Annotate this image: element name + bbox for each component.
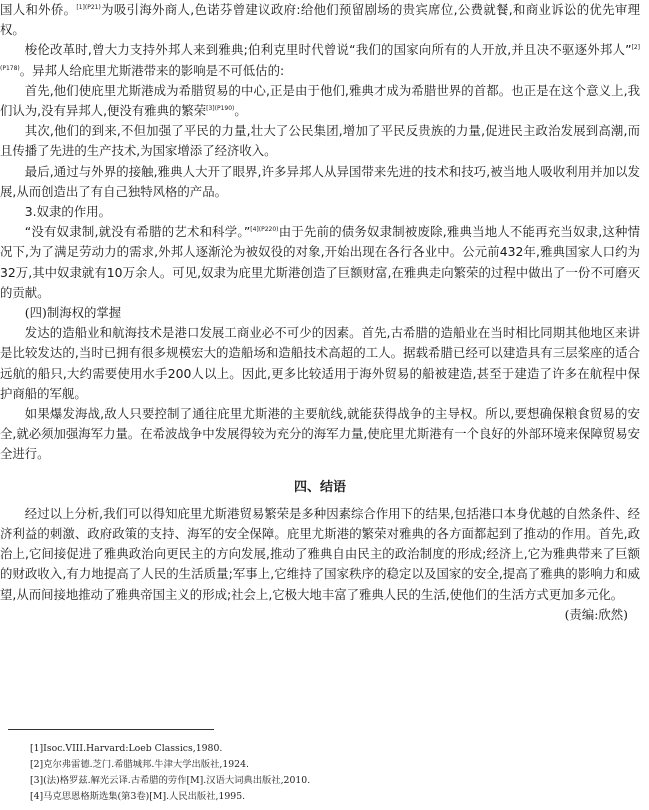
paragraph-p4 (0, 121, 640, 161)
paragraph-p8 (0, 303, 640, 323)
text-run: 首先,他们使庇里尤斯港成为希腊贸易的中心,正是由于他们,雅典才成为希腊世界的首都。也正是在这个意义上,我们认为,没有异邦人,便没有雅典的繁荣 (0, 82, 640, 119)
citation-marker: [1](P21) (76, 4, 101, 11)
paragraph-p2 (0, 40, 640, 80)
text-run: 其次,他们的到来,不但加强了平民的力量,壮大了公民集团,增加了平民反贵族的力量,促进民主政治发展到高潮,而且传播了先进的生产技术,为国家增添了经济收入。 (0, 123, 640, 159)
paragraph-p1 (0, 0, 640, 40)
paragraph-p3 (0, 81, 640, 121)
paragraph-p10 (0, 404, 640, 465)
paragraph-p11 (0, 504, 640, 605)
footnote-item: [4]马克思恩格斯选集(第3卷)[M].人民出版社,1995. (30, 791, 246, 802)
text-run: 四、结语 (293, 479, 346, 495)
text-run: (责编:欣然) (564, 606, 628, 622)
text-run: “没有奴隶制,就没有希腊的艺术和科学。” (24, 224, 251, 240)
text-run: 由于先前的债务奴隶制被废除,雅典当地人不能再充当奴隶,这种情况下,为了满足劳动力的需求,外邦人逐渐沦为被奴役的对象,开始出现在各行各业中。公元前432年,雅典国家人口约为32万,其中奴隶就有10万余人。可见,奴隶为庇里尤斯港创造了巨额财富,在雅典走向繁荣的过程中做出了一份不可磨灭的贡献。 (0, 224, 640, 300)
text-run: 3.奴隶的作用。 (24, 204, 111, 220)
citation-marker: [3](P190) (206, 105, 235, 113)
text-run: 梭伦改革时,曾大力支持外邦人来到雅典;伯利克里时代曾说“我们的国家向所有的人开放,并且决不驱逐外邦人” (24, 42, 632, 58)
text-run: 。异邦人给庇里尤斯港带来的影响是不可低估的: (19, 62, 285, 78)
footnote-item: [1]Isoc.VIII.Harvard:Loeb Classics,1980. (30, 743, 223, 754)
citation-marker: [4](P220) (250, 226, 279, 234)
text-run: 最后,通过与外界的接触,雅典人大开了眼界,许多异邦人从异国带来先进的技术和技巧,被当地人吸收利用并加以发展,从而创造出了有自己独特风格的产品。 (0, 163, 640, 199)
text-run: 。 (234, 103, 247, 119)
paragraph-p9 (0, 323, 640, 404)
footnote-item: [3](法)格罗兹.解光云译.古希腊的劳作[M].汉语大词典出版社,2010. (30, 775, 311, 786)
paragraph-h4 (0, 478, 640, 498)
paragraph-p5 (0, 162, 640, 202)
footnote-divider (8, 729, 214, 730)
paragraph-p7 (0, 222, 640, 303)
paragraph-p6 (0, 202, 640, 222)
citation-marker: [2](P178) (0, 44, 640, 72)
paragraph-editor (0, 605, 640, 625)
footnote-item: [2]克尔弗雷德.芝门.希腊城邦.牛津大学出版社,1924. (30, 759, 249, 770)
text-run: 如果爆发海战,敌人只要控制了通往庇里尤斯港的主要航线,就能获得战争的主导权。所以,要想确保粮食贸易的安全,就必须加强海军力量。在希波战争中发展得较为充分的海军力量,使庇里尤斯港有一个良好的外部环境来保障贸易安全进行。 (0, 406, 640, 462)
footnotes (30, 741, 310, 805)
text-run: 经过以上分析,我们可以得知庇里尤斯港贸易繁荣是多种因素综合作用下的结果,包括港口本身优越的自然条件、经济利益的刺激、政府政策的支持、海军的安全保障。庇里尤斯港的繁荣对雅典的各方面都起到了推动的作用。首先,政治上,它间接促进了雅典政治向更民主的方向发展,推动了雅典自由民主的政治制度的形成;经济上,它为雅典带来了巨额的财政收入,有力地提高了人民的生活质量;军事上,它维持了国家秩序的稳定以及国家的安全,提高了雅典的影响力和威望,从而间接地推动了雅典帝国主义的形成;社会上,它极大地丰富了雅典人民的生活,使他们的生活方式更加多元化。 (0, 505, 640, 602)
text-run: 发达的造船业和航海技术是港口发展工商业必不可少的因素。首先,古希腊的造船业在当时相比同期其他地区来讲是比较发达的,当时已拥有很多规模宏大的造船场和造船技术高超的工人。据载希腊已经可以建造具有三层桨座的适合远航的船只,大约需要使用水手200人以上。因此,更多比较适用于海外贸易的船被建造,甚至于建造了许多在航程中保护商船的军舰。 (0, 325, 640, 401)
text-run: 国人和外侨。 (0, 2, 77, 17)
text-run: 为吸引海外商人,色诺芬曾建议政府:给他们预留剧场的贵宾席位,公费就餐,和商业诉讼的优先审理权。 (0, 2, 640, 38)
text-run: (四)制海权的掌握 (24, 305, 122, 321)
